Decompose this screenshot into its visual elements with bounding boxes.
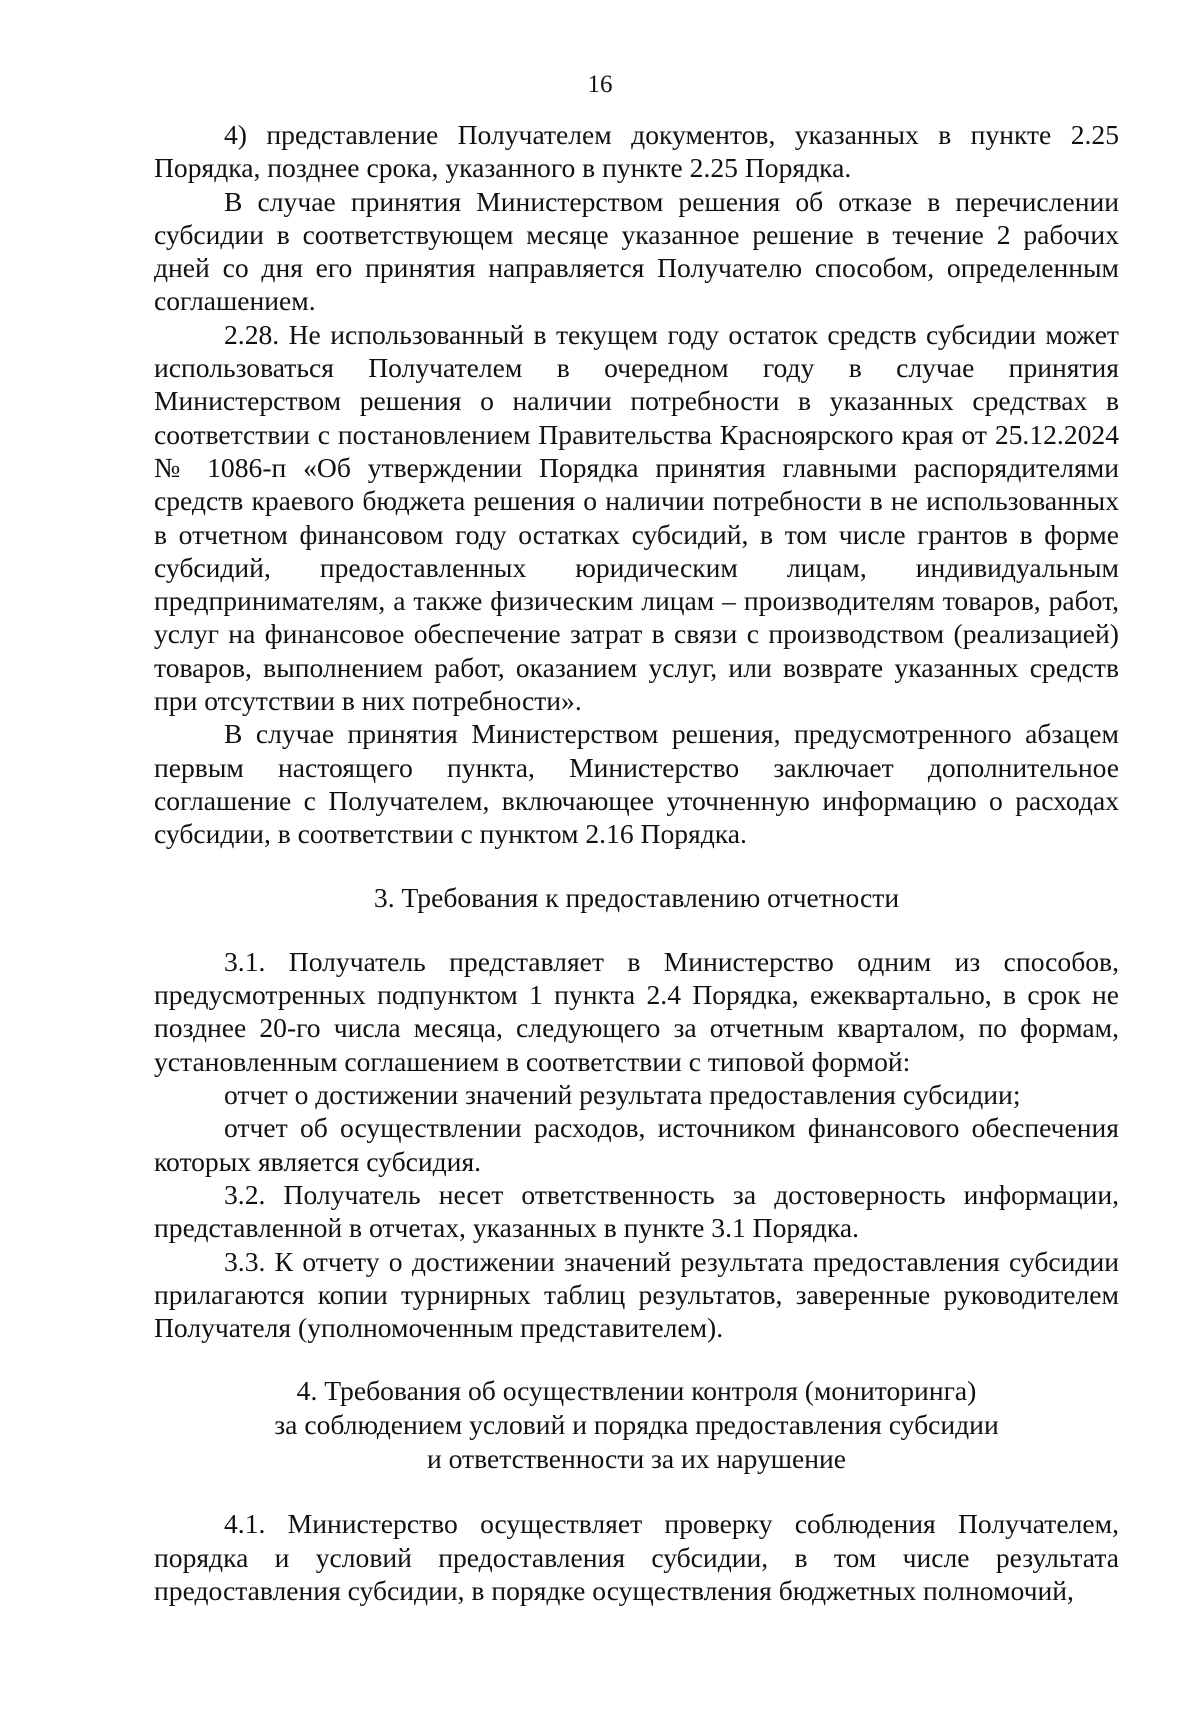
paragraph-refusal-notice: В случае принятия Министерством решения об отказе в перечислении субсидии в соответствующем месяце указанное решение в течение 2 рабочих дней со дня его принятия направляется Получателю способом, определенным соглашением. — [154, 185, 1119, 317]
paragraph-4-1: 4.1. Министерство осуществляет проверку соблюдения Получателем, порядка и условий предоставления субсидии, в том числе результата предоставления субсидии, в порядке осуществления бюджетных полномочий, — [154, 1508, 1119, 1606]
page-number: 16 — [587, 71, 613, 98]
paragraph-item-4: 4) представление Получателем документов, указанных в пункте 2.25 Порядка, позднее срока, указанного в пункте 2.25 Порядка. — [154, 119, 1119, 184]
paragraph-additional-agreement: В случае принятия Министерством решения, предусмотренного абзацем первым настоящего пункта, Министерство заключает дополнительное соглашение с Получателем, включающее уточненную информацию о расходах субсидии, в соответствии с пунктом 2.16 Порядка. — [154, 718, 1119, 850]
paragraph-report-results: отчет о достижении значений результата предоставления субсидии; — [224, 1079, 1021, 1111]
section-heading-4-line-3: и ответственности за их нарушение — [426, 1443, 847, 1475]
section-heading-4 — [154, 1374, 1119, 1476]
paragraph-3-1: 3.1. Получатель представляет в Министерство одним из способов, предусмотренных подпунктом 1 пункта 2.4 Порядка, ежеквартально, в срок не позднее 20-го числа месяца, следующего за отчетным кварталом, по формам, установленным соглашением в соответствии с типовой формой: — [154, 945, 1119, 1077]
paragraph-2-28: 2.28. Не использованный в текущем году остаток средств субсидии может использоваться Получателем в очередном году в случае принятия Министерством решения о наличии потребности в указанных средствах в соответствии с постановлением Правительства Красноярского края от 25.12.2024 № 1086-п «Об утверждении Порядка принятия главными распорядителями средств краевого бюджета решения о наличии потребности в не использованных в отчетном финансовом году остатках субсидий, в том числе грантов в форме субсидий, предоставленных юридическим лицам, индивидуальным предпринимателям, а также физическим лицам – производителям товаров, работ, услуг на финансовое обеспечение затрат в связи с производством (реализацией) товаров, выполнением работ, оказанием услуг, или возврате указанных средств при отсутствии в них потребности». — [154, 318, 1119, 717]
section-heading-3: 3. Требования к предоставлению отчетности — [373, 881, 900, 913]
paragraph-report-expenses: отчет об осуществлении расходов, источником финансового обеспечения которых является субсидия. — [154, 1112, 1119, 1177]
document-body — [154, 118, 1119, 1607]
section-heading-4-line-1: 4. Требования об осуществлении контроля (мониторинга) — [296, 1375, 977, 1407]
paragraph-3-3: 3.3. К отчету о достижении значений результата предоставления субсидии прилагаются копии турнирных таблиц результатов, заверенные руководителем Получателя (уполномоченным представителем). — [154, 1245, 1119, 1344]
section-heading-4-line-2: за соблюдением условий и порядка предоставления субсидии — [274, 1409, 999, 1441]
paragraph-3-2: 3.2. Получатель несет ответственность за достоверность информации, представленной в отчетах, указанных в пункте 3.1 Порядка. — [154, 1178, 1119, 1244]
